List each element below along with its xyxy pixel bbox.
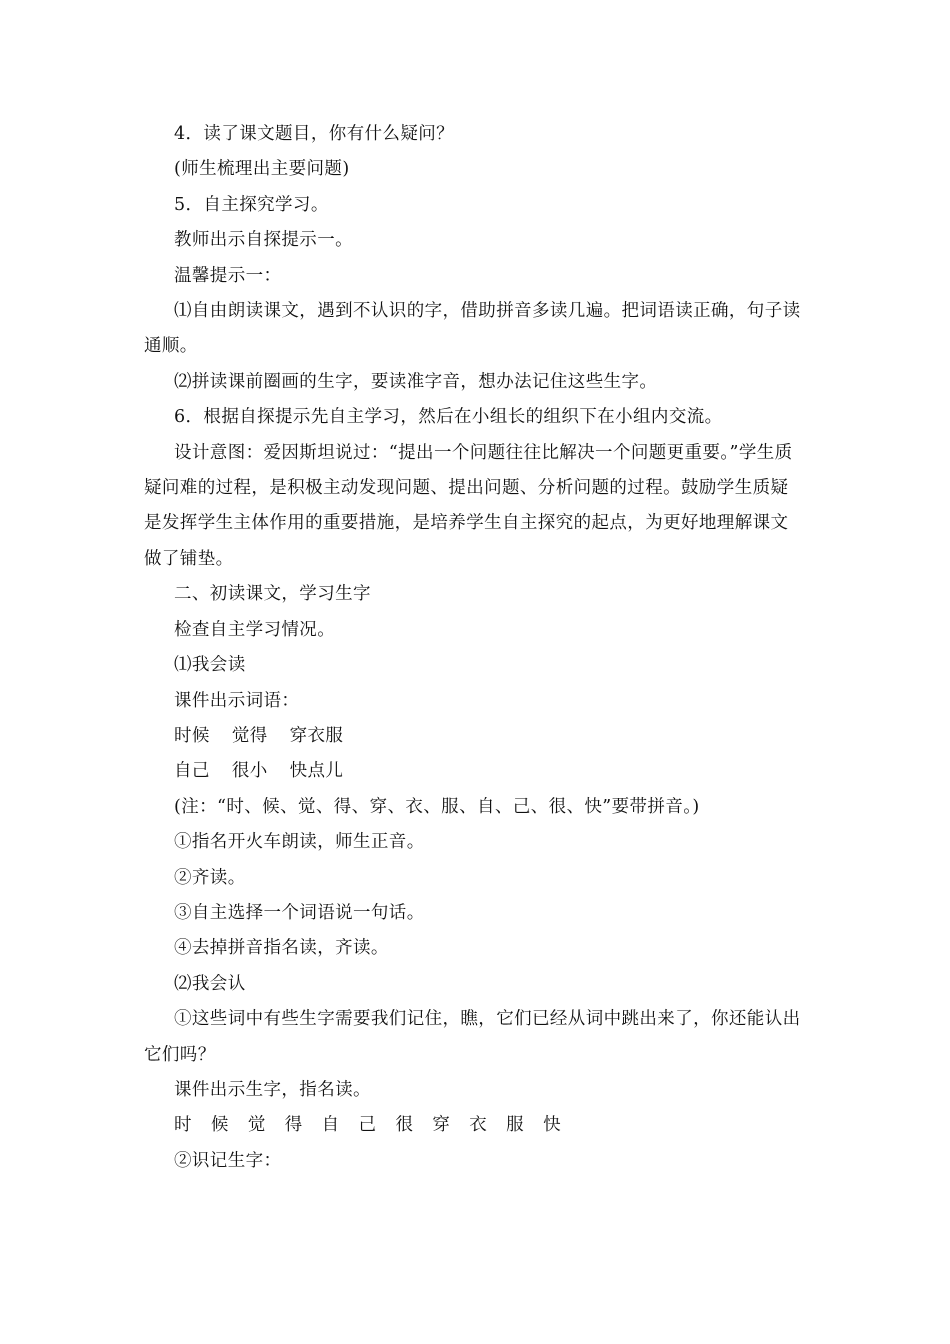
- step-item: ②识记生字：: [174, 1150, 282, 1171]
- character-item: 候: [210, 1115, 229, 1136]
- word-row: [144, 754, 806, 789]
- character-item: 觉: [247, 1115, 266, 1136]
- section-heading: 二、初读课文，学习生字: [174, 584, 371, 605]
- subsection-heading: ⑴我会读: [174, 655, 246, 676]
- step-item: ③自主选择一个词语说一句话。: [174, 902, 425, 923]
- word-item: 快点儿: [289, 761, 344, 782]
- subsection-heading: ⑵我会认: [174, 973, 246, 994]
- text-line: 教师出示自探提示一。: [174, 230, 353, 251]
- character-item: 穿: [432, 1115, 451, 1136]
- word-item: 觉得: [231, 725, 268, 746]
- character-item: 快: [543, 1115, 561, 1136]
- character-item: 自: [321, 1115, 340, 1136]
- text-line: 检查自主学习情况。: [174, 619, 336, 640]
- character-item: 时: [174, 1115, 192, 1136]
- word-item: 时候: [174, 725, 210, 746]
- character-item: 衣: [469, 1115, 488, 1136]
- note-line: (师生梳理出主要问题): [174, 159, 350, 180]
- step-item: ①这些词中有些生字需要我们记住，瞧，它们已经从词中跳出来了，你还能认出它们吗？: [144, 1009, 801, 1065]
- note-line: (注：“时、候、觉、得、穿、衣、服、自、己、很、快”要带拼音。): [174, 796, 700, 817]
- step-line: 5．自主探究学习。: [174, 194, 329, 215]
- word-item: 穿衣服: [289, 725, 344, 746]
- word-row: [144, 719, 806, 754]
- word-item: 很小: [231, 761, 268, 782]
- text-line: 课件出示生字，指名读。: [174, 1079, 371, 1100]
- character-row: [144, 1108, 806, 1143]
- tip-item-1: ⑴自由朗读课文，遇到不认识的字，借助拼音多读几遍。把词语读正确，句子读通顺。: [144, 301, 801, 357]
- step-line: 6．根据自探提示先自主学习，然后在小组长的组织下在小组内交流。: [174, 407, 723, 428]
- text-line: 课件出示词语：: [174, 690, 300, 711]
- step-item: ②齐读。: [174, 867, 246, 888]
- tip-heading: 温馨提示一：: [174, 265, 282, 286]
- question-line: 4．读了课文题目，你有什么疑问？: [174, 124, 455, 144]
- character-item: 很: [395, 1115, 414, 1136]
- character-item: 己: [358, 1115, 377, 1136]
- character-item: 服: [506, 1115, 525, 1136]
- step-item: ④去掉拼音指名读，齐读。: [174, 938, 389, 959]
- document-body: [144, 117, 806, 1179]
- character-item: 得: [284, 1115, 303, 1136]
- design-intent-paragraph: 设计意图：爱因斯坦说过：“提出一个问题往往比解决一个问题更重要。”学生质疑问难的过程，是积极主动发现问题、提出问题、分析问题的过程。鼓励学生质疑是发挥学生主体作用的重要措施，是培养学生自主探究的起点，为更好地理解课文做了铺垫。: [144, 442, 793, 569]
- step-item: ①指名开火车朗读，师生正音。: [174, 832, 425, 853]
- word-item: 自己: [174, 761, 210, 782]
- tip-item-2: ⑵拼读课前圈画的生字，要读准字音，想办法记住这些生字。: [174, 371, 658, 392]
